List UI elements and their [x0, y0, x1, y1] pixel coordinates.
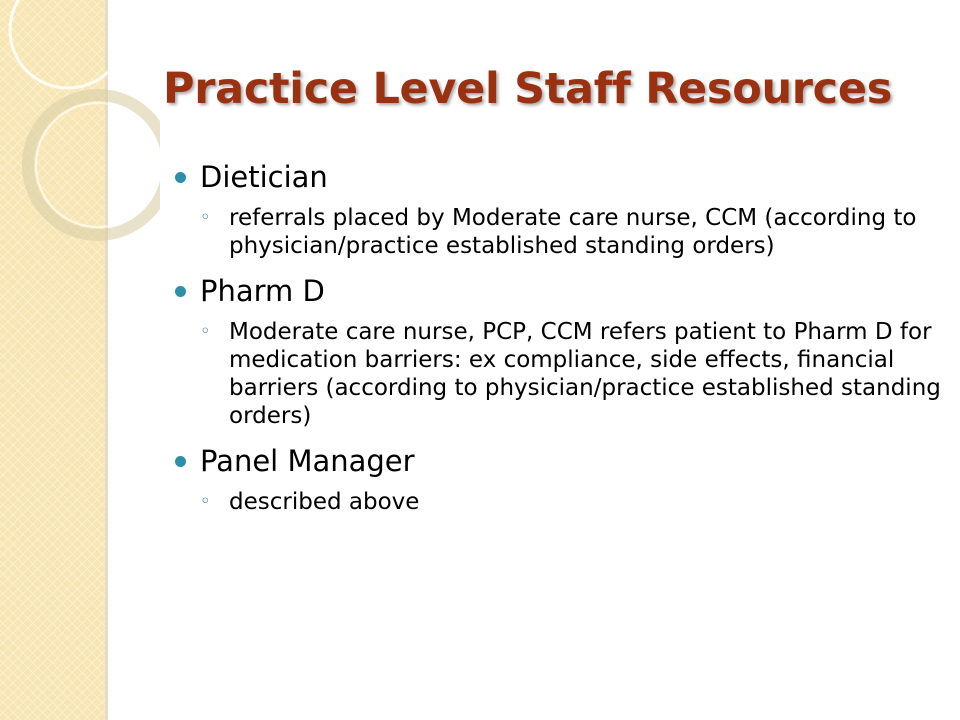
sub-bullet-text: described above [229, 489, 420, 515]
bullet-item-panel-manager [172, 443, 942, 479]
bullet-item-dietician [172, 159, 942, 195]
sub-bullet-circle-icon: ◦ [200, 321, 211, 342]
bullet-label: Panel Manager [200, 444, 415, 478]
slide-content [172, 159, 942, 529]
bullet-item-pharm-d [172, 273, 942, 309]
sub-bullet-item [172, 488, 942, 516]
decorative-circles [0, 0, 160, 260]
sub-bullet-circle-icon: ◦ [200, 207, 211, 228]
bullet-dot-icon [175, 456, 186, 467]
sub-bullet-text: referrals placed by Moderate care nurse, CCM (according to physician/practice established standing orders) [229, 205, 917, 259]
bullet-label: Pharm D [200, 274, 325, 308]
bullet-label: Dietician [200, 160, 328, 194]
sub-bullet-text: Moderate care nurse, PCP, CCM refers patient to Pharm D for medication barriers: ex compliance, side effects, financial barriers (according to physician/practice established standing orders) [229, 319, 941, 429]
sub-bullet-item [172, 204, 942, 260]
sub-bullet-item [172, 318, 942, 430]
slide-title: Practice Level Staff Resources [163, 64, 893, 114]
bullet-dot-icon [175, 172, 186, 183]
bullet-dot-icon [175, 286, 186, 297]
sub-bullet-circle-icon: ◦ [200, 491, 211, 512]
